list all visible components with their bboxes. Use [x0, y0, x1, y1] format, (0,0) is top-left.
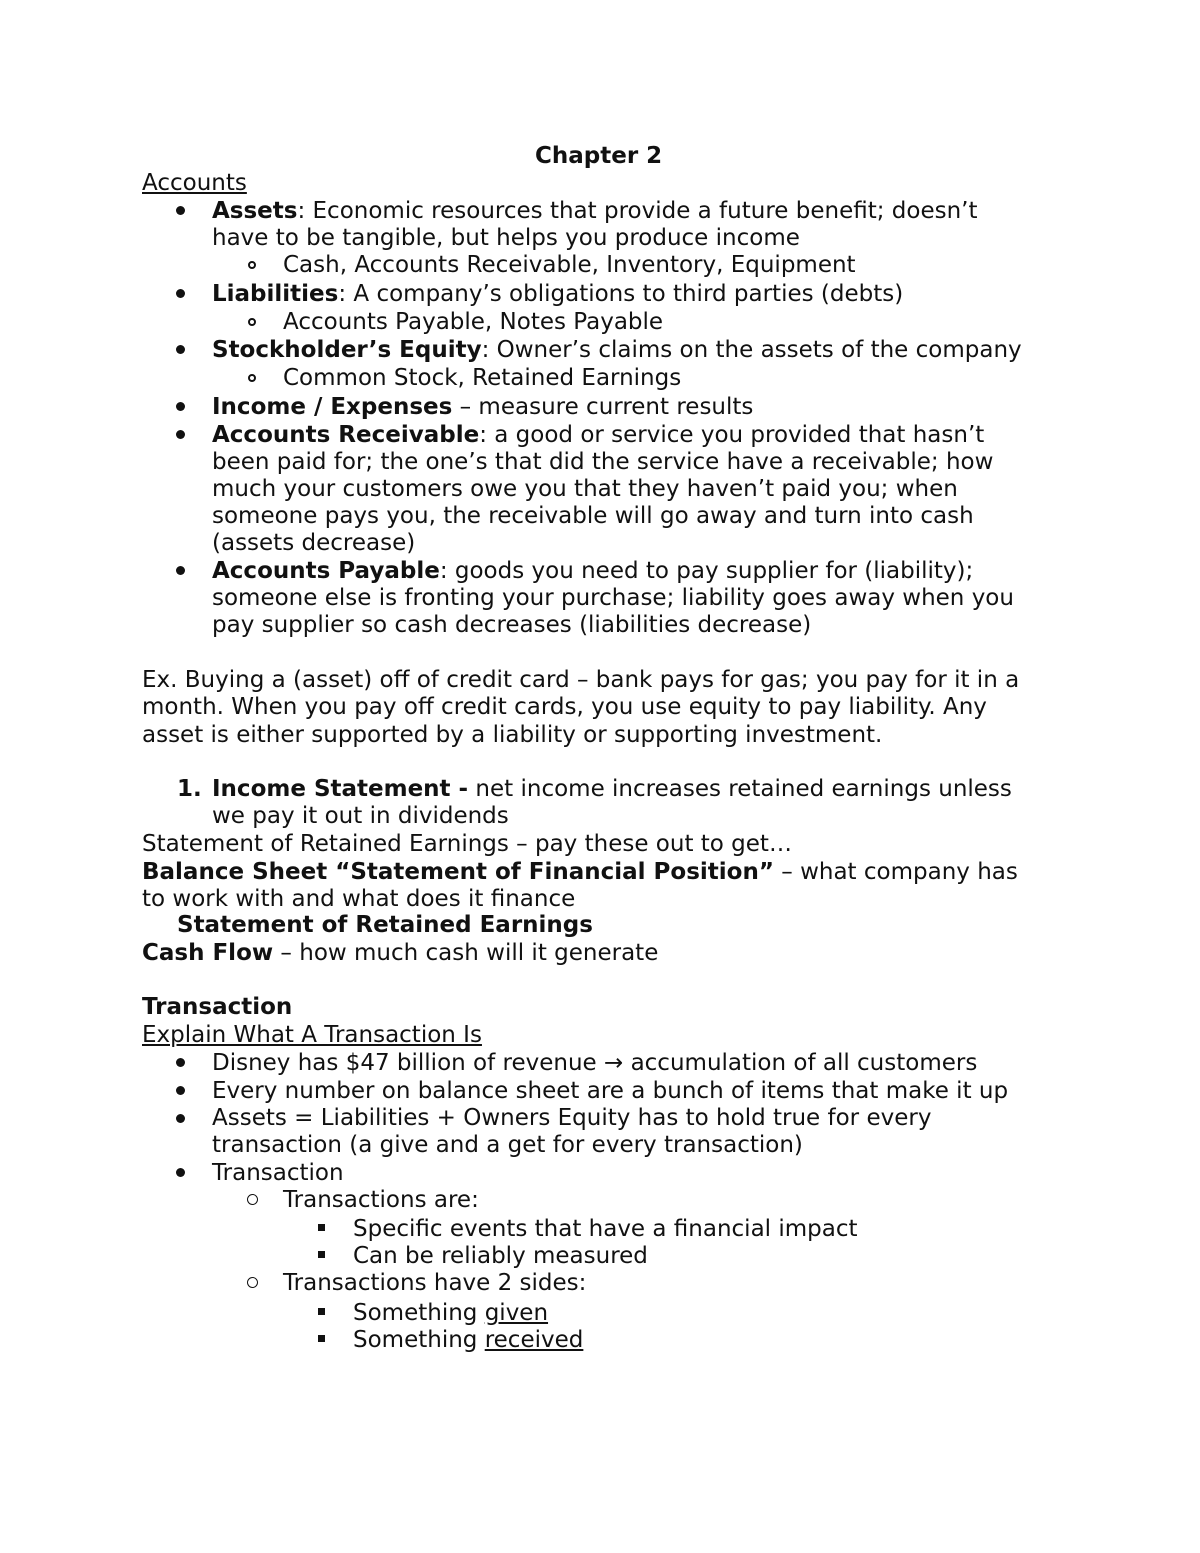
bullet-icon: [176, 1114, 185, 1123]
transactions-are-label: Transactions are:: [283, 1187, 479, 1213]
transaction-subheading: Explain What A Transaction Is: [142, 1022, 482, 1048]
bullet-icon: [176, 1086, 185, 1095]
transaction-heading: Transaction: [142, 994, 293, 1020]
equity-term: Stockholder’s Equity: [212, 337, 482, 363]
cash-flow-line: Cash Flow – how much cash will it generate: [142, 940, 659, 966]
income-statement-term: Income Statement -: [212, 776, 469, 802]
payable-item: Accounts Payable: goods you need to pay supplier for (liability);: [212, 558, 974, 584]
transaction-bullet: Every number on balance sheet are a bunch of items that make it up: [212, 1078, 1009, 1104]
circle-bullet-icon: [248, 318, 256, 326]
balance-sheet-term: Balance Sheet “Statement of Financial Position”: [142, 859, 774, 885]
circle-bullet-icon: [247, 1194, 258, 1205]
liabilities-examples: Accounts Payable, Notes Payable: [283, 309, 664, 335]
income-expenses-term: Income / Expenses: [212, 394, 453, 420]
transactions-sides-label: Transactions have 2 sides:: [283, 1270, 587, 1296]
bullet-icon: [176, 289, 185, 298]
retained-earnings-heading: Statement of Retained Earnings: [177, 912, 593, 938]
assets-item: Assets: Economic resources that provide a future benefit; doesn’t: [212, 198, 978, 224]
equity-item: Stockholder’s Equity: Owner’s claims on the assets of the company: [212, 337, 1022, 363]
payable-item-cont: pay supplier so cash decreases (liabilities decrease): [212, 612, 812, 638]
payable-item-cont: someone else is fronting your purchase; liability goes away when you: [212, 585, 1014, 611]
receivable-item: Accounts Receivable: a good or service you provided that hasn’t: [212, 422, 985, 448]
assets-item-cont: have to be tangible, but helps you produce income: [212, 225, 800, 251]
cash-flow-term: Cash Flow: [142, 940, 274, 966]
receivable-item-cont: (assets decrease): [212, 530, 416, 556]
list-number: 1.: [177, 776, 202, 802]
liabilities-item: Liabilities: A company’s obligations to third parties (debts): [212, 281, 904, 307]
bullet-icon: [176, 1058, 185, 1067]
transaction-bullet: Assets = Liabilities + Owners Equity has to hold true for every: [212, 1105, 932, 1131]
balance-sheet-cont: to work with and what does it finance: [142, 886, 576, 912]
liabilities-term: Liabilities: [212, 281, 339, 307]
assets-term: Assets: [212, 198, 298, 224]
receivable-item-cont: someone pays you, the receivable will go away and turn into cash: [212, 503, 974, 529]
bullet-icon: [176, 1168, 185, 1177]
accounts-heading: Accounts: [142, 170, 247, 196]
transaction-bullet-cont: transaction (a give and a get for every transaction): [212, 1132, 803, 1158]
circle-bullet-icon: [247, 1277, 258, 1288]
bullet-icon: [176, 402, 185, 411]
transactions-are-item: Specific events that have a financial impact: [353, 1216, 858, 1242]
square-bullet-icon: [318, 1251, 325, 1258]
square-bullet-icon: [318, 1308, 325, 1315]
bullet-icon: [176, 430, 185, 439]
income-expenses-item: Income / Expenses – measure current results: [212, 394, 754, 420]
example-paragraph: Ex. Buying a (asset) off of credit card – bank pays for gas; you pay for it in a: [142, 667, 1020, 693]
equity-examples: Common Stock, Retained Earnings: [283, 365, 682, 391]
page-title: Chapter 2: [535, 143, 663, 169]
income-statement-cont: we pay it out in dividends: [212, 803, 509, 829]
receivable-term: Accounts Receivable: [212, 422, 480, 448]
assets-examples: Cash, Accounts Receivable, Inventory, Equipment: [283, 252, 856, 278]
square-bullet-icon: [318, 1335, 325, 1342]
bullet-icon: [176, 345, 185, 354]
bullet-icon: [176, 206, 185, 215]
receivable-item-cont: been paid for; the one’s that did the service have a receivable; how: [212, 449, 994, 475]
income-statement-item: Income Statement - net income increases retained earnings unless: [212, 776, 1012, 802]
retained-earnings-line: Statement of Retained Earnings – pay these out to get…: [142, 831, 792, 857]
circle-bullet-icon: [248, 374, 256, 382]
transaction-bullet: Disney has $47 billion of revenue → accumulation of all customers: [212, 1050, 978, 1076]
payable-term: Accounts Payable: [212, 558, 440, 584]
circle-bullet-icon: [248, 261, 256, 269]
receivable-item-cont: much your customers owe you that they haven’t paid you; when: [212, 476, 958, 502]
example-paragraph: month. When you pay off credit cards, you use equity to pay liability. Any: [142, 694, 987, 720]
example-paragraph: asset is either supported by a liability or supporting investment.: [142, 722, 883, 748]
bullet-icon: [176, 566, 185, 575]
square-bullet-icon: [318, 1224, 325, 1231]
balance-sheet-line: Balance Sheet “Statement of Financial Position” – what company has: [142, 859, 1018, 885]
transactions-side-item: Something given: [353, 1300, 549, 1326]
transactions-are-item: Can be reliably measured: [353, 1243, 648, 1269]
transactions-side-item: Something received: [353, 1327, 584, 1353]
transaction-bullet: Transaction: [212, 1160, 344, 1186]
